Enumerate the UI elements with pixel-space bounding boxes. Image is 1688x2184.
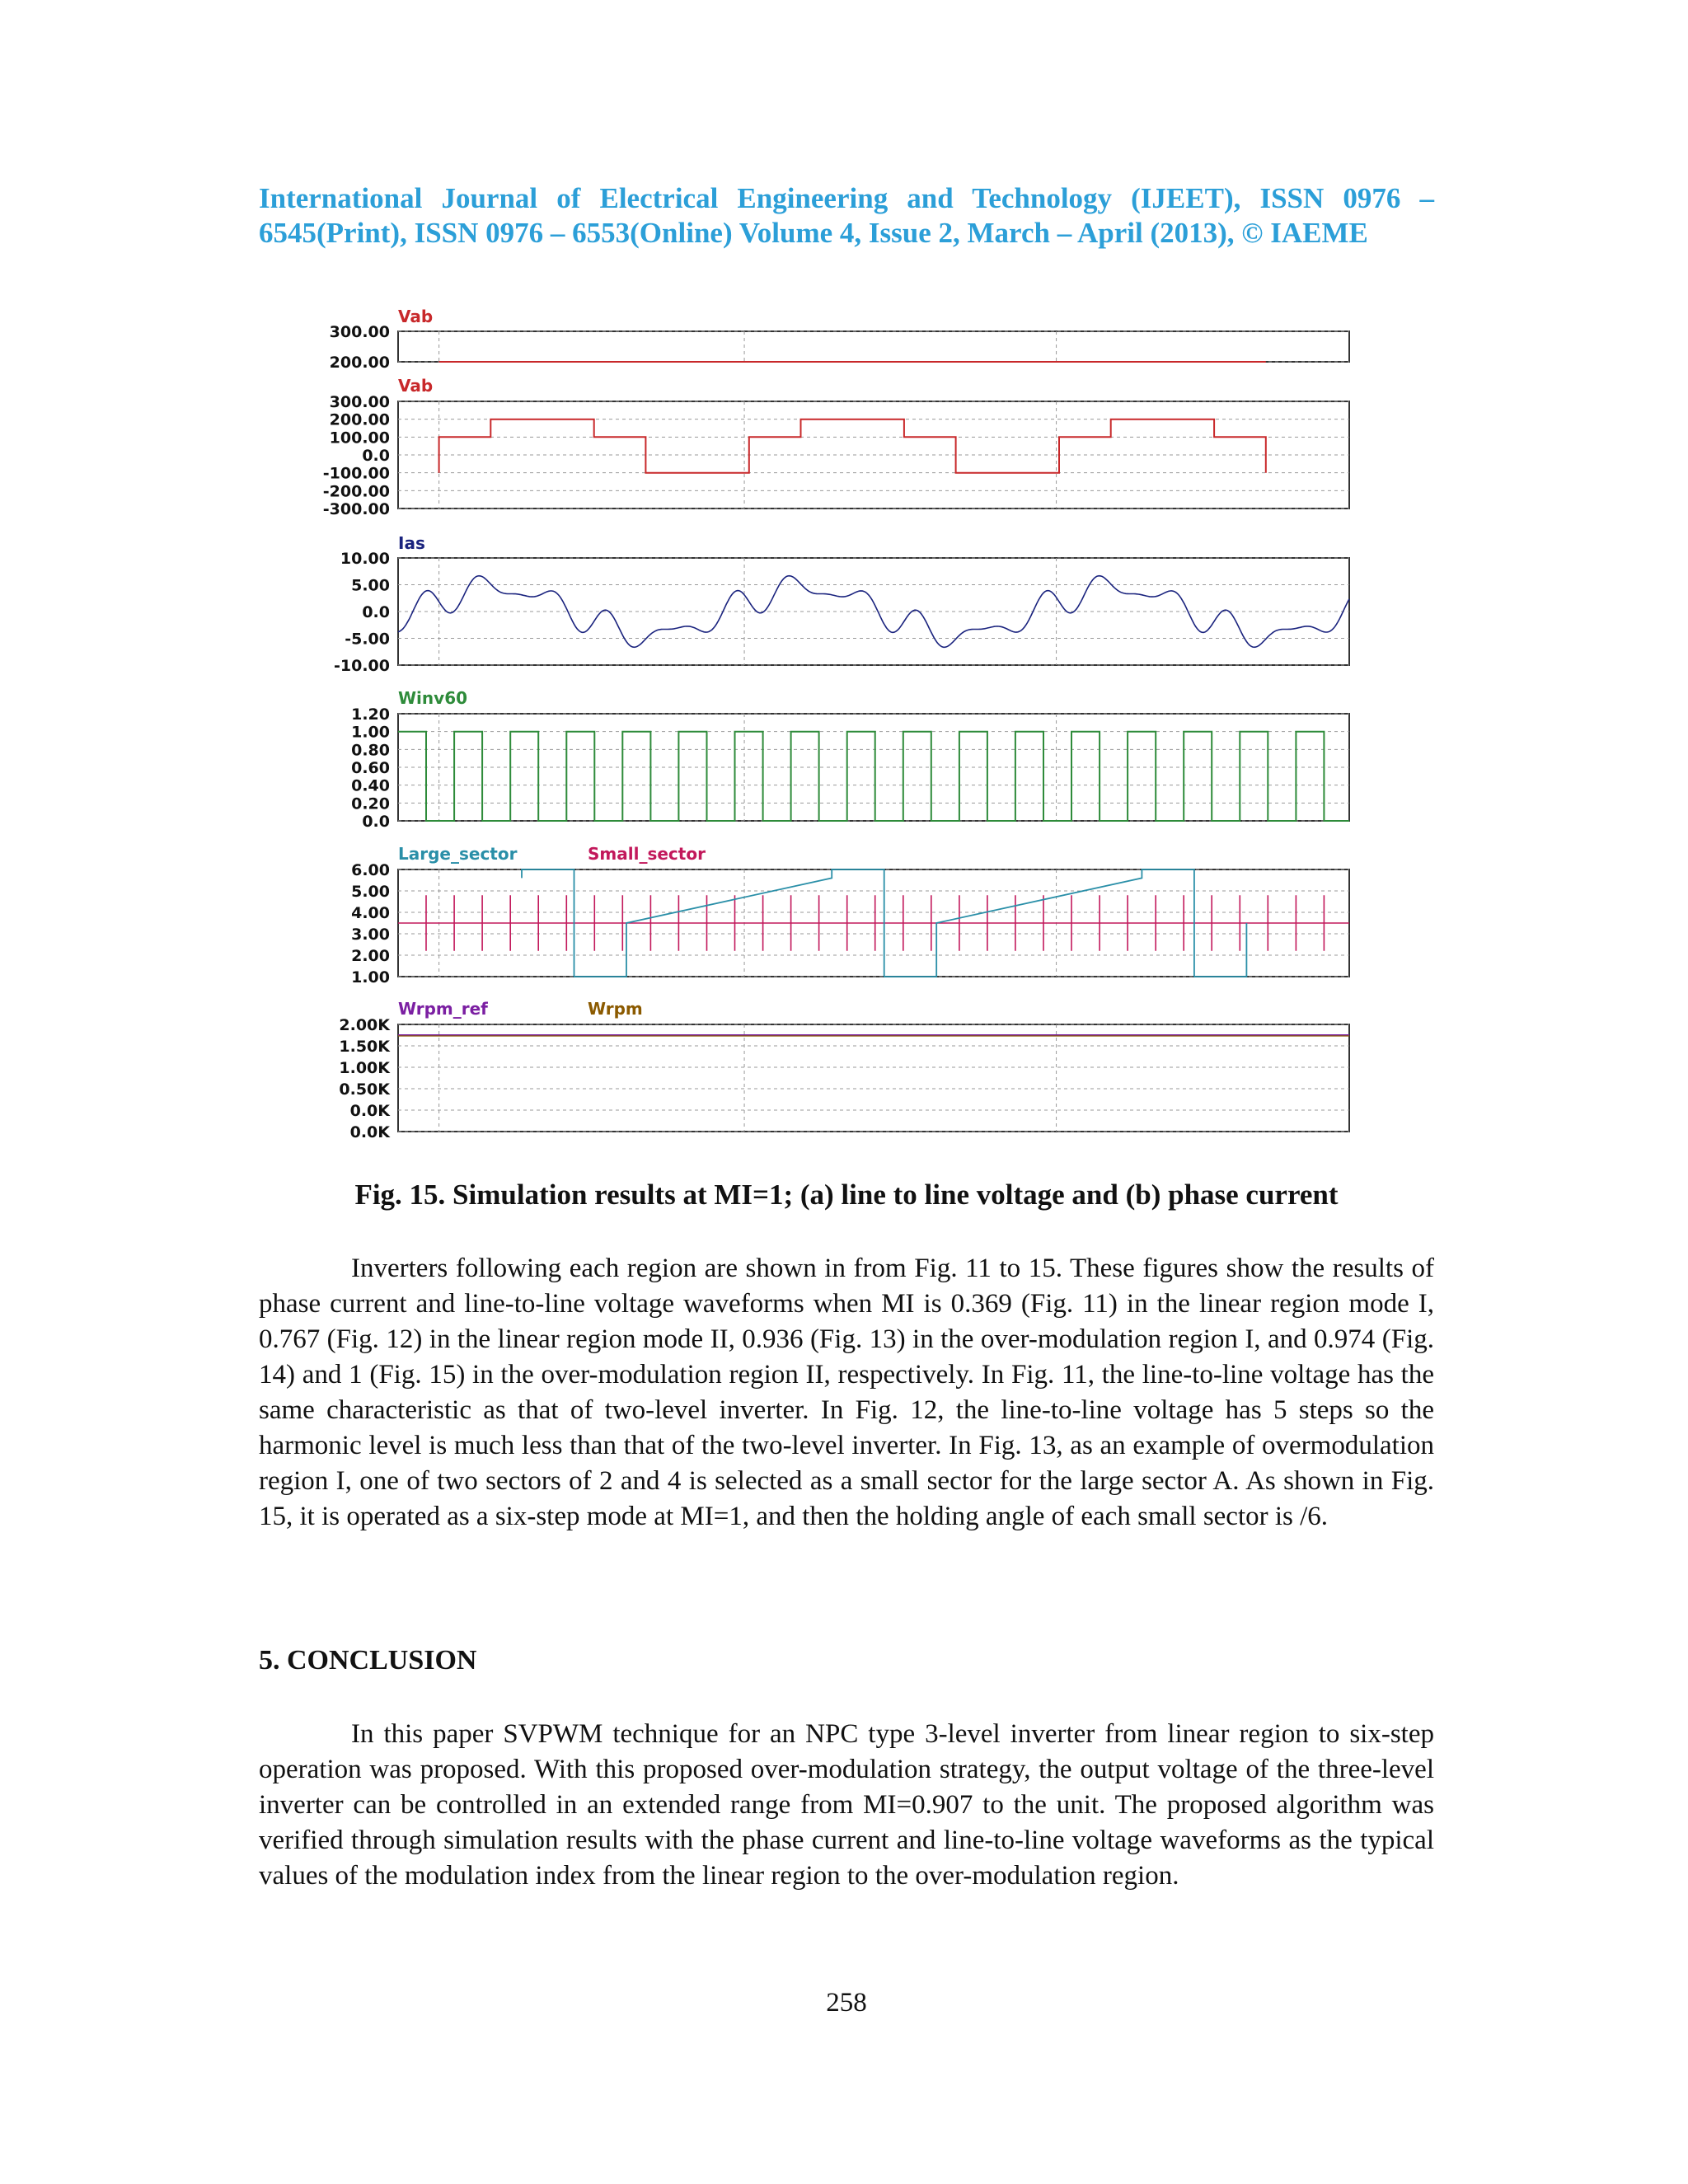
journal-header: International Journal of Electrical Engineering and Technology (IJEET), ISSN 0976 – 6545(Print), ISSN 0976 – 6553(Online) Volume 4, Issue 2, March – April (2013), © IAEME: [259, 182, 1434, 249]
panel-2-ytick-label: -200.00: [322, 482, 390, 501]
legend-wrpm: Wrpm: [588, 999, 643, 1019]
panel-3-ytick-label: -10.00: [334, 657, 390, 675]
legend-wrpm-ref: Wrpm_ref: [398, 999, 488, 1019]
legend-vab: Vab: [398, 307, 434, 326]
panel-3-ytick-label: 5.00: [351, 576, 390, 595]
legend-vab: Vab: [398, 376, 434, 396]
legend-small-sector: Small_sector: [588, 844, 706, 864]
panel-1-frame: [398, 331, 1349, 362]
panel-1-ytick-label: 300.00: [329, 323, 390, 341]
paragraph-results-text: Inverters following each region are shown in from Fig. 11 to 15. These figures show the results of phase current and line-to-line voltage waveforms when MI is 0.369 (Fig. 11) in the linear region mode I, 0.767 (Fig. 12) in the linear region mode II, 0.936 (Fig. 13) in the over-modulation region I, and 0.974 (Fig. 14) and 1 (Fig. 15) in the over-modulation region II, respectively. In Fig. 11, the line-to-line voltage has the same characteristic as that of two-level inverter. In Fig. 12, the line-to-line voltage has 5 steps so the harmonic level is much less than that of the two-level inverter. In Fig. 13, as an example of overmodulation region I, one of two sectors of 2 and 4 is selected as a small sector for the large sector A. As shown in Fig. 15, it is operated as a six-step mode at MI=1, and then the holding angle of each small sector is /6.: [259, 1254, 1434, 1531]
panel-2-ytick-label: 200.00: [329, 410, 390, 429]
simulation-figure: [297, 293, 1360, 1154]
panel-6-ytick-label: 0.0K: [349, 1102, 390, 1120]
figure-caption: Fig. 15. Simulation results at MI=1; (a) line to line voltage and (b) phase current: [354, 1179, 1339, 1211]
panel-6-ytick-label: 1.00K: [339, 1059, 390, 1077]
panel-4-ytick-label: 0.60: [351, 759, 390, 777]
panel-4-ytick-label: 1.00: [351, 723, 390, 742]
panel-5-ytick-label: 1.00: [351, 968, 390, 987]
panel-6-frame: [398, 1024, 1349, 1132]
panel-5-ytick-label: 6.00: [351, 861, 390, 879]
panel-5-ytick-label: 3.00: [351, 926, 390, 944]
panel-1-ytick-label: 200.00: [329, 354, 390, 372]
panel-2-ytick-label: 0.0: [362, 447, 390, 465]
panel-3-ytick-label: 0.0: [362, 603, 390, 621]
panel-2-ytick-label: -300.00: [322, 500, 390, 518]
panel-2-ytick-label: -100.00: [322, 464, 390, 483]
body-paragraph-conclusion: [259, 1717, 1434, 1894]
panel-6-ytick-label: 1.50K: [339, 1038, 390, 1056]
legend-large-sector: Large_sector: [398, 844, 518, 864]
panel-2-ytick-label: 300.00: [329, 393, 390, 411]
panel-4-ytick-label: 0.20: [351, 794, 390, 813]
paragraph-conclusion-text: In this paper SVPWM technique for an NPC type 3-level inverter from linear region to six-step operation was proposed. With this proposed over-modulation strategy, the output voltage of the three-level inverter can be controlled in an extended range from MI=0.907 to the unit. The proposed algorithm was verified through simulation results with the phase current and line-to-line voltage waveforms as the typical values of the modulation index from the linear region to the over-modulation region.: [259, 1719, 1434, 1891]
panel-5-ytick-label: 5.00: [351, 883, 390, 901]
legend-winv60: Winv60: [398, 688, 468, 708]
panel-4-ytick-label: 0.40: [351, 776, 390, 795]
panel-5-ytick-label: 4.00: [351, 904, 390, 922]
body-paragraph-results: [259, 1251, 1434, 1535]
section-heading-conclusion: 5. CONCLUSION: [259, 1645, 477, 1675]
panel-3-ytick-label: 10.00: [340, 550, 390, 568]
panel-2-ytick-label: 100.00: [329, 429, 390, 448]
panel-6-ytick-label: 2.00K: [339, 1016, 390, 1034]
panel-6-ytick-label: 0.50K: [339, 1080, 390, 1099]
page-number: 258: [826, 1988, 867, 2018]
panel-6-ytick-label: 0.0K: [349, 1123, 390, 1141]
panel-4-ytick-label: 0.0: [362, 813, 390, 831]
panel-5-ytick-label: 2.00: [351, 947, 390, 965]
simulation-waveforms-svg: [297, 293, 1360, 1150]
panel-3-ytick-label: -5.00: [345, 630, 390, 649]
legend-ias: Ias: [398, 533, 425, 553]
panel-4-ytick-label: 0.80: [351, 741, 390, 760]
panel-4-ytick-label: 1.20: [351, 705, 390, 724]
